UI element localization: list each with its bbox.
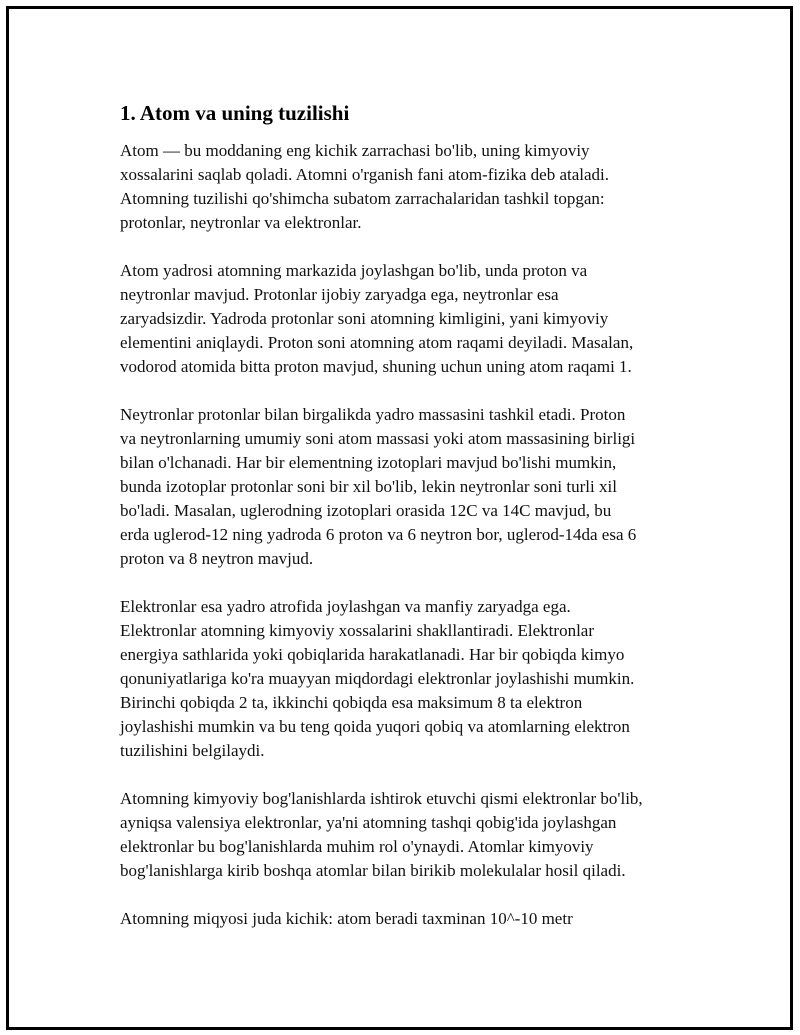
paragraph-electrons: Elektronlar esa yadro atrofida joylashgan va manfiy zaryadga ega. Elektronlar atomning kimyoviy xossalarini shakllantiradi. Elektronlar energiya sathlarida yoki qobiqlarida harakatlanadi. Har bir qobiqda kimyo qonuniyatlariga ko'ra muayyan miqdordagi elektronlar joylashishi mumkin. Birinchi qobiqda 2 ta, ikkinchi qobiqda esa maksimum 8 ta elektron joylashishi mumkin va bu teng qoida yuqori qobiq va atomlarning elektron tuzilishini belgilaydi.	[120, 597, 635, 760]
paragraph-bonding: Atomning kimyoviy bog'lanishlarda ishtirok etuvchi qismi elektronlar bo'lib, ayniqsa valensiya elektronlar, ya'ni atomning tashqi qobig'ida joylashgan elektronlar bu bog'lanishlarda muhim rol o'ynaydi. Atomlar kimyoviy bog'lanishlarga kirib boshqa atomlar bilan birikib molekulalar hosil qiladi.	[120, 789, 643, 880]
paragraph-scale: Atomning miqyosi juda kichik: atom beradi taxminan 10^-10 metr	[120, 909, 573, 928]
paragraph-intro: Atom — bu moddaning eng kichik zarrachasi bo'lib, uning kimyoviy xossalarini saqlab qoladi. Atomni o'rganish fani atom-fizika deb ataladi. Atomning tuzilishi qo'shimcha subatom zarrachalaridan tashkil topgan: protonlar, neytronlar va elektronlar.	[120, 141, 610, 232]
paragraph-neutrons: Neytronlar protonlar bilan birgalikda yadro massasini tashkil etadi. Proton va neytronlarning umumiy soni atom massasi yoki atom massasining birligi bilan o'lchanadi. Har bir elementning izotoplari mavjud bo'lishi mumkin, bunda izotoplar protonlar soni bir xil bo'lib, lekin neytronlar soni turli xil bo'ladi. Masalan, uglerodning izotoplari orasida 12C va 14C mavjud, bu erda uglerod-12 ning yadroda 6 proton va 6 neytron bor, uglerod-14da esa 6 proton va 8 neytron mavjud.	[120, 405, 637, 568]
paragraph-nucleus: Atom yadrosi atomning markazida joylashgan bo'lib, unda proton va neytronlar mavjud. Protonlar ijobiy zaryadga ega, neytronlar esa zaryadsizdir. Yadroda protonlar soni atomning kimligini, yani kimyoviy elementini aniqlaydi. Proton soni atomning atom raqami deyiladi. Masalan, vodorod atomida bitta proton mavjud, shuning uchun uning atom raqami 1.	[120, 261, 634, 376]
section-heading: 1. Atom va uning tuzilishi	[120, 101, 350, 125]
page-frame	[6, 6, 793, 1030]
document-body	[120, 99, 710, 955]
